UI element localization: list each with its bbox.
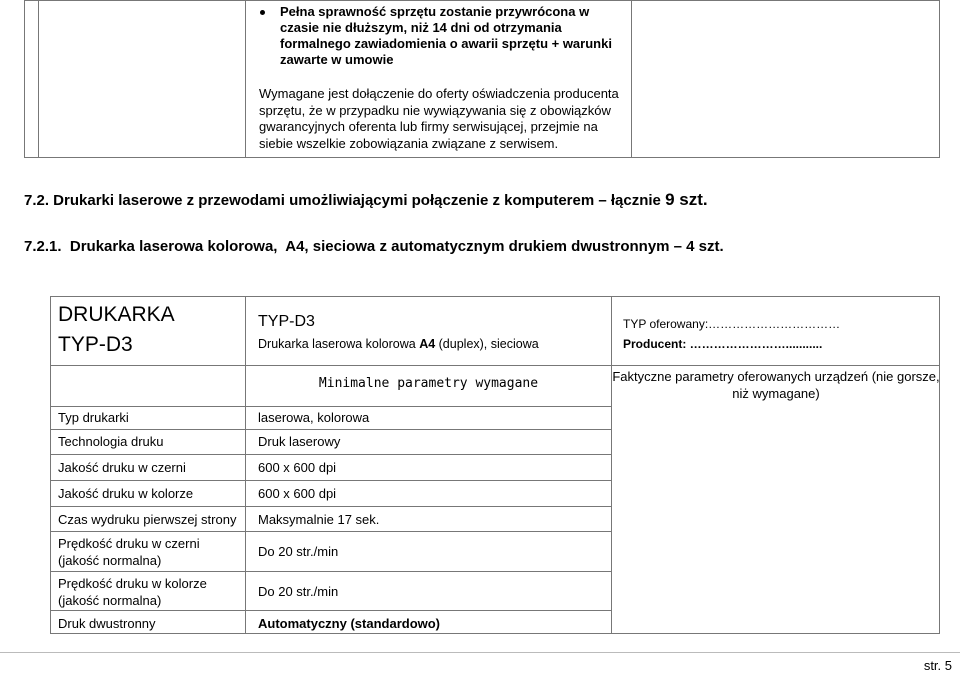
row-line-4 — [50, 506, 611, 507]
type-heading: TYP-D3 — [258, 313, 315, 330]
top-table-divider-1 — [38, 0, 39, 158]
warranty-bullet-text: Pełna sprawność sprzętu zostanie przywrócona w czasie nie dłuższym, niż 14 dni od otrzymania formalnego zawiadomienia o awarii sprzętu + warunki zawarte w umowie — [280, 4, 612, 67]
row-value-print-technology: Druk laserowy — [258, 434, 341, 449]
warranty-body-text: Wymagane jest dołączenie do oferty oświadczenia producenta sprzętu, że w przypadku nie wywiązywania się z obowiązków gwarancyjnych oferenta lub firmy serwisującej, przejmie na siebie wszelkie zobowiązania związane z serwisem. — [259, 86, 619, 151]
row-line-6 — [50, 571, 611, 572]
producer-field[interactable]: Producent: ……………………........... — [623, 337, 823, 351]
row-label-print-technology: Technologia druku — [58, 434, 164, 449]
row-value-bw-speed: Do 20 str./min — [258, 544, 339, 559]
row-line-1 — [50, 429, 611, 430]
type-description-part1: Drukarka laserowa kolorowa — [258, 337, 420, 351]
bullet-icon — [260, 10, 265, 15]
page-number: str. 5 — [923, 658, 952, 673]
section-heading-7-2-count: 9 szt. — [665, 190, 708, 209]
type-description-format: A4 — [419, 337, 436, 351]
row-label-color-quality: Jakość druku w kolorze — [58, 486, 194, 501]
row-value-duplex: Automatyczny (standardowo) — [258, 616, 441, 631]
row-label-printer-type: Typ drukarki — [58, 410, 129, 425]
row-value-bw-quality: 600 x 600 dpi — [258, 460, 337, 475]
row-line-7 — [50, 610, 611, 611]
row-label-color-speed: Prędkość druku w kolorze (jakość normalna) — [58, 576, 207, 608]
row-value-printer-type: laserowa, kolorowa — [258, 410, 370, 425]
top-table-divider-2 — [245, 0, 246, 158]
section-heading-7-2 — [24, 190, 708, 210]
row-line-3 — [50, 480, 611, 481]
footer-rule — [0, 652, 960, 653]
offered-type-field[interactable]: TYP oferowany:…………………………… — [623, 317, 841, 331]
min-params-header: Minimalne parametry wymagane — [318, 376, 539, 391]
spec-table-header-line — [50, 365, 940, 366]
type-description-part2: (duplex), sieciowa — [435, 337, 539, 351]
spec-table-subheader-line — [50, 406, 611, 407]
section-heading-7-2-text: 7.2. Drukarki laserowe z przewodami umożliwiającymi połączenie z komputerem – łącznie — [24, 192, 661, 209]
row-line-5 — [50, 531, 611, 532]
spec-table-col-divider-2 — [611, 296, 612, 634]
table-title-line1: DRUKARKA — [58, 303, 175, 326]
row-line-2 — [50, 454, 611, 455]
section-heading-7-2-1: 7.2.1. Drukarka laserowa kolorowa, A4, sieciowa z automatycznym drukiem dwustronnym – 4 szt. — [24, 238, 724, 255]
row-value-first-page-time: Maksymalnie 17 sek. — [258, 512, 380, 527]
row-label-bw-speed: Prędkość druku w czerni (jakość normalna) — [58, 536, 200, 568]
actual-params-header: Faktyczne parametry oferowanych urządzeń (nie gorsze, niż wymagane) — [612, 369, 940, 401]
type-description — [258, 336, 539, 352]
top-table-divider-3 — [631, 0, 632, 158]
row-label-duplex: Druk dwustronny — [58, 616, 156, 631]
row-value-color-speed: Do 20 str./min — [258, 584, 339, 599]
spec-table-col-divider-1 — [245, 296, 246, 634]
row-label-first-page-time: Czas wydruku pierwszej strony — [58, 512, 237, 527]
row-label-bw-quality: Jakość druku w czerni — [58, 460, 186, 475]
table-title-line2: TYP-D3 — [58, 333, 133, 356]
row-value-color-quality: 600 x 600 dpi — [258, 486, 337, 501]
